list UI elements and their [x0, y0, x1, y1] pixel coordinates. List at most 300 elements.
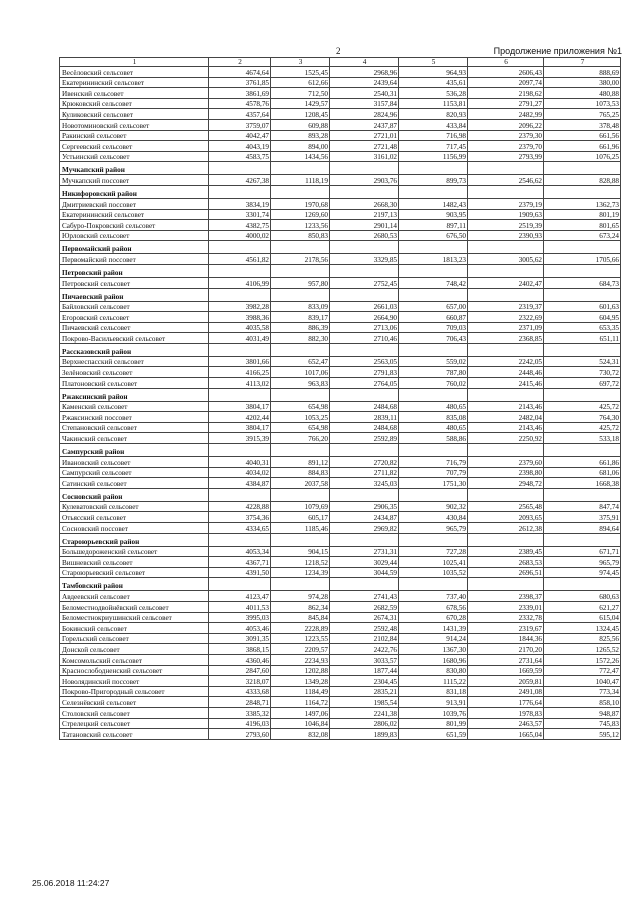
value-cell: 3861,69	[209, 88, 271, 99]
value-cell: 4123,47	[209, 591, 271, 602]
value-cell: 1751,30	[399, 478, 468, 489]
value-cell: 4583,75	[209, 151, 271, 162]
settlement-name: Сампурский сельсовет	[60, 467, 209, 478]
value-cell: 1431,39	[399, 623, 468, 634]
table-row	[60, 109, 621, 120]
empty-cell	[330, 162, 399, 175]
empty-cell	[399, 185, 468, 198]
value-cell: 1208,45	[271, 109, 330, 120]
empty-cell	[271, 488, 330, 501]
empty-cell	[544, 578, 621, 591]
value-cell: 2389,45	[468, 546, 544, 557]
value-cell: 375,91	[544, 512, 621, 523]
value-cell: 2824,96	[330, 109, 399, 120]
value-cell: 2448,46	[468, 367, 544, 378]
value-cell: 717,45	[399, 141, 468, 152]
empty-cell	[209, 533, 271, 546]
district-name: Рассказовский район	[60, 343, 209, 356]
settlement-name: Краснослободненский сельсовет	[60, 665, 209, 676]
value-cell: 2463,57	[468, 718, 544, 729]
table-row	[60, 67, 621, 78]
value-cell: 4035,58	[209, 322, 271, 333]
table-row	[60, 718, 621, 729]
value-cell: 3834,19	[209, 198, 271, 209]
table-row	[60, 644, 621, 655]
value-cell: 1079,69	[271, 501, 330, 512]
value-cell: 612,66	[271, 77, 330, 88]
value-cell: 4360,46	[209, 654, 271, 665]
value-cell: 1185,46	[271, 523, 330, 534]
header-row	[60, 58, 621, 67]
column-header: 4	[330, 58, 399, 67]
table-row	[60, 98, 621, 109]
district-name: Никифоровский район	[60, 185, 209, 198]
value-cell: 1877,44	[330, 665, 399, 676]
empty-cell	[399, 264, 468, 277]
empty-cell	[330, 185, 399, 198]
value-cell: 766,20	[271, 433, 330, 444]
value-cell: 651,59	[399, 729, 468, 740]
value-cell: 903,95	[399, 209, 468, 220]
value-cell: 661,86	[544, 457, 621, 468]
value-cell: 3329,85	[330, 254, 399, 265]
value-cell: 913,91	[399, 697, 468, 708]
empty-cell	[468, 444, 544, 457]
value-cell: 2563,05	[330, 356, 399, 367]
value-cell: 654,98	[271, 422, 330, 433]
district-name: Тамбовский район	[60, 578, 209, 591]
value-cell: 2482,99	[468, 109, 544, 120]
district-name: Староюрьевский район	[60, 533, 209, 546]
value-cell: 787,80	[399, 367, 468, 378]
value-cell: 2398,80	[468, 467, 544, 478]
table-row	[60, 119, 621, 130]
value-cell: 4000,02	[209, 230, 271, 241]
value-cell: 2415,46	[468, 378, 544, 389]
value-cell: 974,28	[271, 591, 330, 602]
empty-cell	[209, 343, 271, 356]
column-header: 2	[209, 58, 271, 67]
table-row	[60, 277, 621, 288]
value-cell: 712,50	[271, 88, 330, 99]
value-cell: 2059,81	[468, 676, 544, 687]
value-cell: 654,98	[271, 401, 330, 412]
table-row	[60, 88, 621, 99]
district-row	[60, 241, 621, 254]
district-name: Сампурский район	[60, 444, 209, 457]
value-cell: 425,72	[544, 422, 621, 433]
settlement-name: Столовский сельсовет	[60, 707, 209, 718]
value-cell: 670,28	[399, 612, 468, 623]
value-cell: 651,11	[544, 333, 621, 344]
value-cell: 615,04	[544, 612, 621, 623]
print-timestamp: 25.06.2018 11:24:27	[32, 878, 110, 888]
value-cell: 4196,03	[209, 718, 271, 729]
value-cell: 2793,60	[209, 729, 271, 740]
value-cell: 2178,56	[271, 254, 330, 265]
value-cell: 2304,45	[330, 676, 399, 687]
settlement-name: Татановский сельсовет	[60, 729, 209, 740]
settlement-name: Авдеевский сельсовет	[60, 591, 209, 602]
empty-cell	[468, 288, 544, 301]
value-cell: 595,12	[544, 729, 621, 740]
empty-cell	[271, 288, 330, 301]
value-cell: 3161,02	[330, 151, 399, 162]
value-cell: 661,56	[544, 130, 621, 141]
value-cell: 2721,48	[330, 141, 399, 152]
district-name: Петровский район	[60, 264, 209, 277]
table-row	[60, 686, 621, 697]
value-cell: 2674,31	[330, 612, 399, 623]
value-cell: 2242,05	[468, 356, 544, 367]
value-cell: 964,93	[399, 67, 468, 78]
empty-cell	[209, 388, 271, 401]
settlement-name: Екатерининский сельсовет	[60, 209, 209, 220]
value-cell: 760,02	[399, 378, 468, 389]
value-cell: 524,31	[544, 356, 621, 367]
value-cell: 828,88	[544, 175, 621, 186]
table-row	[60, 412, 621, 423]
empty-cell	[468, 388, 544, 401]
value-cell: 2368,85	[468, 333, 544, 344]
empty-cell	[468, 343, 544, 356]
value-cell: 3157,84	[330, 98, 399, 109]
value-cell: 833,09	[271, 301, 330, 312]
value-cell: 2847,60	[209, 665, 271, 676]
value-cell: 825,56	[544, 633, 621, 644]
table-row	[60, 356, 621, 367]
value-cell: 2250,92	[468, 433, 544, 444]
value-cell: 2710,46	[330, 333, 399, 344]
value-cell: 3005,62	[468, 254, 544, 265]
value-cell: 684,73	[544, 277, 621, 288]
value-cell: 2839,11	[330, 412, 399, 423]
value-cell: 480,65	[399, 422, 468, 433]
district-name: Пичаевский район	[60, 288, 209, 301]
value-cell: 4042,47	[209, 130, 271, 141]
value-cell: 652,47	[271, 356, 330, 367]
value-cell: 847,74	[544, 501, 621, 512]
empty-cell	[271, 343, 330, 356]
settlement-name: Мучкапский поссовет	[60, 175, 209, 186]
value-cell: 835,08	[399, 412, 468, 423]
value-cell: 2484,68	[330, 422, 399, 433]
value-cell: 1017,06	[271, 367, 330, 378]
settlement-name: Селезнёвский сельсовет	[60, 697, 209, 708]
settlement-name: Донской сельсовет	[60, 644, 209, 655]
value-cell: 1035,52	[399, 567, 468, 578]
value-cell: 605,17	[271, 512, 330, 523]
empty-cell	[399, 533, 468, 546]
value-cell: 2209,57	[271, 644, 330, 655]
value-cell: 1269,60	[271, 209, 330, 220]
value-cell: 1429,57	[271, 98, 330, 109]
value-cell: 2319,37	[468, 301, 544, 312]
value-cell: 727,28	[399, 546, 468, 557]
empty-cell	[468, 578, 544, 591]
value-cell: 1164,72	[271, 697, 330, 708]
empty-cell	[209, 162, 271, 175]
table-row	[60, 401, 621, 412]
value-cell: 2241,38	[330, 707, 399, 718]
district-row	[60, 388, 621, 401]
value-cell: 3301,74	[209, 209, 271, 220]
district-row	[60, 162, 621, 175]
value-cell: 2711,82	[330, 467, 399, 478]
empty-cell	[544, 185, 621, 198]
empty-cell	[544, 288, 621, 301]
table-row	[60, 478, 621, 489]
value-cell: 2606,43	[468, 67, 544, 78]
value-cell: 1669,59	[468, 665, 544, 676]
table-row	[60, 230, 621, 241]
value-cell: 862,34	[271, 601, 330, 612]
value-cell: 4043,19	[209, 141, 271, 152]
value-cell: 2680,53	[330, 230, 399, 241]
settlement-name: Устьинский сельсовет	[60, 151, 209, 162]
empty-cell	[399, 162, 468, 175]
value-cell: 2948,72	[468, 478, 544, 489]
value-cell: 2806,02	[330, 718, 399, 729]
value-cell: 435,61	[399, 77, 468, 88]
value-cell: 660,87	[399, 312, 468, 323]
value-cell: 948,87	[544, 707, 621, 718]
empty-cell	[271, 444, 330, 457]
settlement-name: Староюрьевский сельсовет	[60, 567, 209, 578]
value-cell: 831,18	[399, 686, 468, 697]
value-cell: 891,12	[271, 457, 330, 468]
empty-cell	[330, 241, 399, 254]
settlement-name: Ивенский сельсовет	[60, 88, 209, 99]
value-cell: 4113,02	[209, 378, 271, 389]
value-cell: 2546,62	[468, 175, 544, 186]
settlement-name: Ржаксинский поссовет	[60, 412, 209, 423]
empty-cell	[399, 388, 468, 401]
settlement-name: Дмитриевский поссовет	[60, 198, 209, 209]
value-cell: 2540,31	[330, 88, 399, 99]
empty-cell	[209, 185, 271, 198]
column-header: 6	[468, 58, 544, 67]
table-row	[60, 333, 621, 344]
value-cell: 850,83	[271, 230, 330, 241]
value-cell: 2969,82	[330, 523, 399, 534]
value-cell: 1040,47	[544, 676, 621, 687]
empty-cell	[271, 162, 330, 175]
column-header: 1	[60, 58, 209, 67]
value-cell: 1349,28	[271, 676, 330, 687]
value-cell: 1223,55	[271, 633, 330, 644]
settlement-name: Большедороженский сельсовет	[60, 546, 209, 557]
value-cell: 3995,03	[209, 612, 271, 623]
value-cell: 1156,99	[399, 151, 468, 162]
table-row	[60, 378, 621, 389]
district-row	[60, 185, 621, 198]
table-row	[60, 623, 621, 634]
value-cell: 1039,76	[399, 707, 468, 718]
value-cell: 2764,05	[330, 378, 399, 389]
value-cell: 609,88	[271, 119, 330, 130]
value-cell: 425,72	[544, 401, 621, 412]
settlement-name: Екатерининский сельсовет	[60, 77, 209, 88]
value-cell: 681,06	[544, 467, 621, 478]
value-cell: 2198,62	[468, 88, 544, 99]
empty-cell	[330, 264, 399, 277]
settlement-name: Куликовский сельсовет	[60, 109, 209, 120]
value-cell: 2339,01	[468, 601, 544, 612]
value-cell: 2519,39	[468, 220, 544, 231]
value-cell: 1705,66	[544, 254, 621, 265]
value-cell: 730,72	[544, 367, 621, 378]
empty-cell	[330, 343, 399, 356]
value-cell: 3091,35	[209, 633, 271, 644]
value-cell: 2565,48	[468, 501, 544, 512]
value-cell: 621,27	[544, 601, 621, 612]
settlement-name: Егоровский сельсовет	[60, 312, 209, 323]
empty-cell	[544, 264, 621, 277]
settlement-name: Ивановский сельсовет	[60, 457, 209, 468]
empty-cell	[271, 264, 330, 277]
column-header: 5	[399, 58, 468, 67]
value-cell: 2093,65	[468, 512, 544, 523]
value-cell: 430,84	[399, 512, 468, 523]
table-row	[60, 707, 621, 718]
value-cell: 4166,25	[209, 367, 271, 378]
value-cell: 2668,30	[330, 198, 399, 209]
settlement-name: Байловский сельсовет	[60, 301, 209, 312]
column-header: 3	[271, 58, 330, 67]
value-cell: 3245,03	[330, 478, 399, 489]
value-cell: 894,00	[271, 141, 330, 152]
value-cell: 1525,45	[271, 67, 330, 78]
table-row	[60, 601, 621, 612]
table-row	[60, 512, 621, 523]
value-cell: 4382,75	[209, 220, 271, 231]
value-cell: 1482,43	[399, 198, 468, 209]
value-cell: 1053,25	[271, 412, 330, 423]
value-cell: 1324,45	[544, 623, 621, 634]
table-row	[60, 77, 621, 88]
value-cell: 1776,64	[468, 697, 544, 708]
value-cell: 884,83	[271, 467, 330, 478]
value-cell: 2592,48	[330, 623, 399, 634]
value-cell: 2731,31	[330, 546, 399, 557]
settlement-name: Покрово-Пригородный сельсовет	[60, 686, 209, 697]
value-cell: 4367,71	[209, 557, 271, 568]
value-cell: 2037,58	[271, 478, 330, 489]
empty-cell	[330, 288, 399, 301]
value-cell: 3044,59	[330, 567, 399, 578]
empty-cell	[330, 488, 399, 501]
empty-cell	[399, 444, 468, 457]
value-cell: 4228,88	[209, 501, 271, 512]
value-cell: 2097,74	[468, 77, 544, 88]
value-cell: 2664,90	[330, 312, 399, 323]
value-cell: 2731,64	[468, 654, 544, 665]
value-cell: 680,63	[544, 591, 621, 602]
value-cell: 2713,06	[330, 322, 399, 333]
value-cell: 1218,52	[271, 557, 330, 568]
value-cell: 2228,89	[271, 623, 330, 634]
table-row	[60, 151, 621, 162]
value-cell: 2402,47	[468, 277, 544, 288]
value-cell: 2143,46	[468, 401, 544, 412]
value-cell: 2170,20	[468, 644, 544, 655]
district-row	[60, 343, 621, 356]
settlement-name: Вишневский сельсовет	[60, 557, 209, 568]
value-cell: 3804,17	[209, 401, 271, 412]
empty-cell	[271, 241, 330, 254]
value-cell: 773,34	[544, 686, 621, 697]
empty-cell	[544, 162, 621, 175]
settlement-name: Беломестнодвойнёвский сельсовет	[60, 601, 209, 612]
district-name: Ржаксинский район	[60, 388, 209, 401]
value-cell: 673,24	[544, 230, 621, 241]
value-cell: 2102,84	[330, 633, 399, 644]
value-cell: 902,32	[399, 501, 468, 512]
value-cell: 830,80	[399, 665, 468, 676]
value-cell: 2661,03	[330, 301, 399, 312]
value-cell: 604,95	[544, 312, 621, 323]
value-cell: 1434,56	[271, 151, 330, 162]
district-name: Первомайский район	[60, 241, 209, 254]
page-number: 2	[336, 46, 341, 56]
value-cell: 661,96	[544, 141, 621, 152]
value-cell: 2612,38	[468, 523, 544, 534]
value-cell: 676,50	[399, 230, 468, 241]
empty-cell	[330, 444, 399, 457]
value-cell: 772,47	[544, 665, 621, 676]
table-row	[60, 175, 621, 186]
value-cell: 4357,64	[209, 109, 271, 120]
table-row	[60, 301, 621, 312]
district-row	[60, 264, 621, 277]
value-cell: 3385,32	[209, 707, 271, 718]
value-cell: 536,28	[399, 88, 468, 99]
value-cell: 2234,93	[271, 654, 330, 665]
value-cell: 3033,57	[330, 654, 399, 665]
settlement-name: Беломестнокриушинский сельсовет	[60, 612, 209, 623]
value-cell: 2379,30	[468, 130, 544, 141]
empty-cell	[399, 488, 468, 501]
table-row	[60, 433, 621, 444]
value-cell: 914,24	[399, 633, 468, 644]
empty-cell	[209, 264, 271, 277]
district-row	[60, 533, 621, 546]
value-cell: 4561,82	[209, 254, 271, 265]
empty-cell	[271, 185, 330, 198]
value-cell: 1665,04	[468, 729, 544, 740]
value-cell: 4106,99	[209, 277, 271, 288]
district-row	[60, 288, 621, 301]
value-cell: 3759,07	[209, 119, 271, 130]
district-row	[60, 578, 621, 591]
value-cell: 1153,81	[399, 98, 468, 109]
value-cell: 1572,26	[544, 654, 621, 665]
value-cell: 480,88	[544, 88, 621, 99]
table-row	[60, 654, 621, 665]
empty-cell	[468, 162, 544, 175]
table-row	[60, 591, 621, 602]
value-cell: 716,79	[399, 457, 468, 468]
value-cell: 745,83	[544, 718, 621, 729]
value-cell: 559,02	[399, 356, 468, 367]
table-row	[60, 567, 621, 578]
empty-cell	[209, 488, 271, 501]
value-cell: 1899,83	[330, 729, 399, 740]
value-cell: 671,71	[544, 546, 621, 557]
value-cell: 845,84	[271, 612, 330, 623]
value-cell: 4391,50	[209, 567, 271, 578]
